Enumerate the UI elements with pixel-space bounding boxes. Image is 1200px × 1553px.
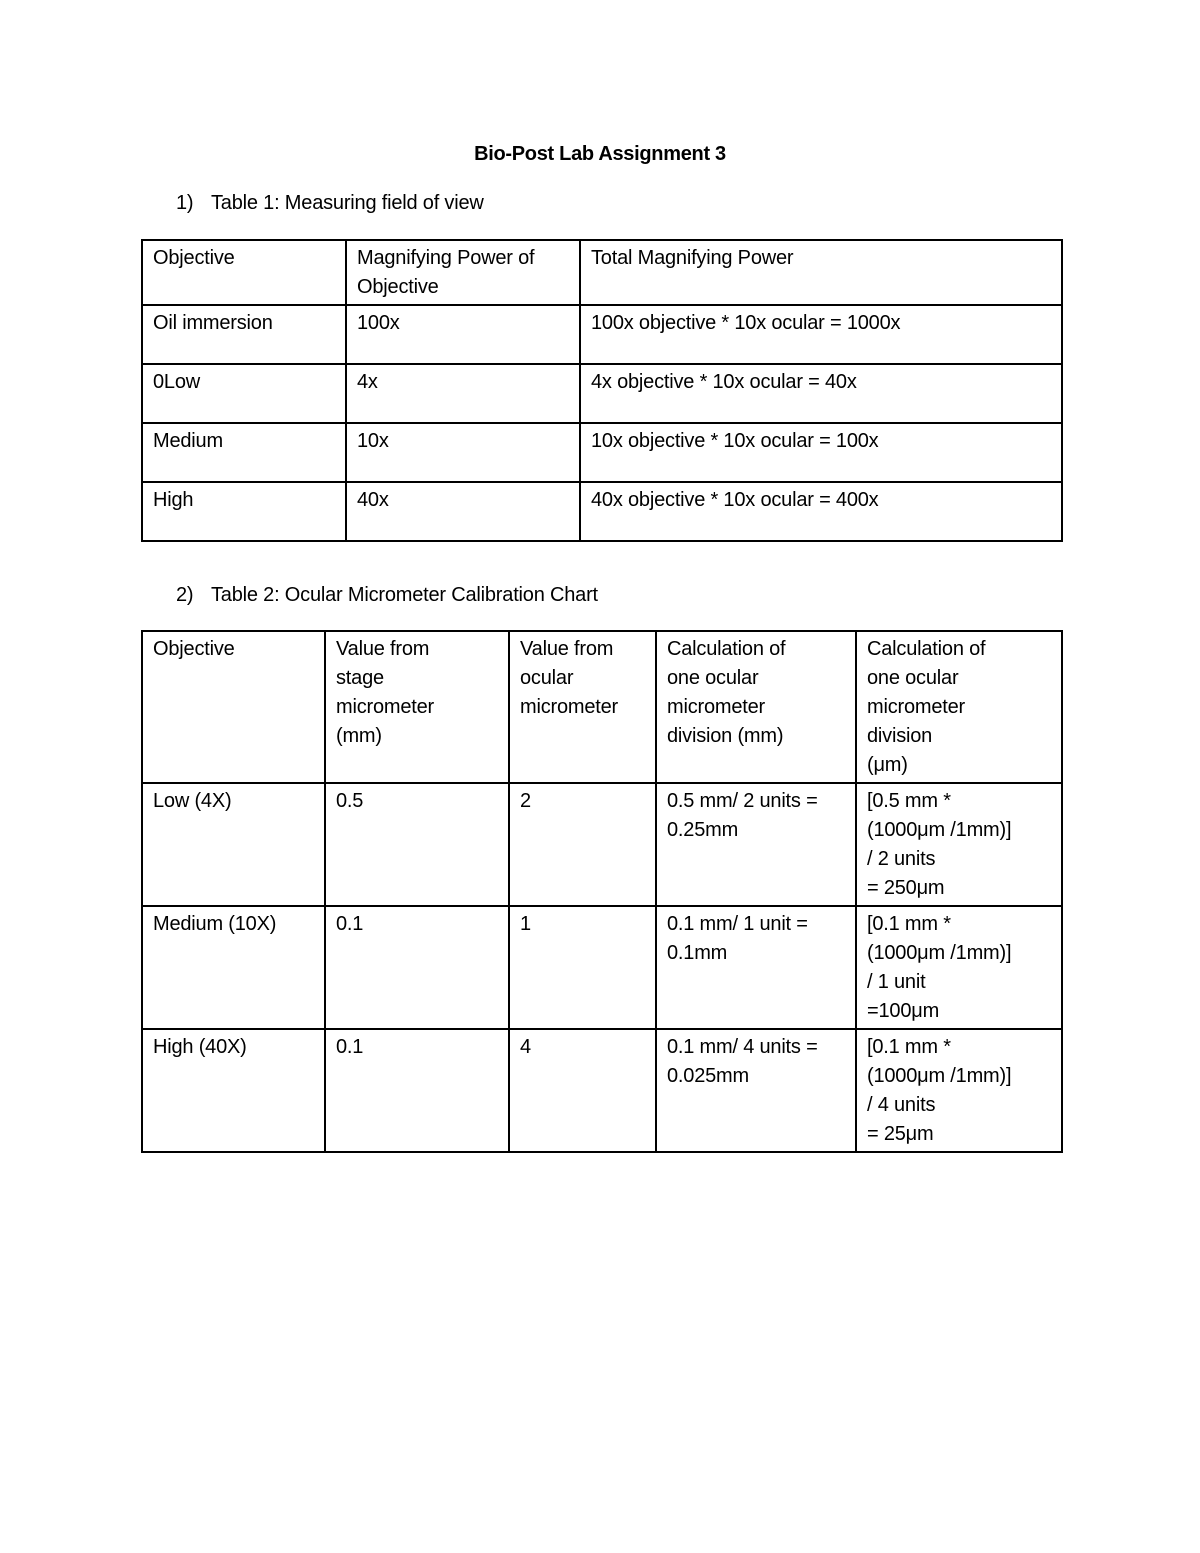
table-row bbox=[142, 783, 1062, 906]
table-cell: 100x objective * 10x ocular = 1000x bbox=[580, 305, 1062, 364]
table1-number: 1) bbox=[176, 192, 194, 214]
table-cell: [0.5 mm * (1000μm /1mm)] / 2 units = 250μm bbox=[856, 783, 1062, 906]
table-cell: 0.1 mm/ 4 units = 0.025mm bbox=[656, 1029, 856, 1152]
table-cell: Medium bbox=[142, 423, 346, 482]
table-row bbox=[142, 906, 1062, 1029]
table-cell: 4x objective * 10x ocular = 40x bbox=[580, 364, 1062, 423]
table-cell: Medium (10X) bbox=[142, 906, 325, 1029]
table2-number: 2) bbox=[176, 584, 194, 606]
table-cell: 4 bbox=[509, 1029, 656, 1152]
micrometer-calibration-table bbox=[141, 630, 1063, 1153]
header-cell: Value from ocular micrometer bbox=[509, 631, 656, 783]
table-cell: 1 bbox=[509, 906, 656, 1029]
header-cell: Total Magnifying Power bbox=[580, 240, 1062, 305]
header-cell: Objective bbox=[142, 240, 346, 305]
table-cell: 2 bbox=[509, 783, 656, 906]
header-cell: Value from stage micrometer (mm) bbox=[325, 631, 509, 783]
table-cell: 0.5 bbox=[325, 783, 509, 906]
table-cell: 0.1 mm/ 1 unit = 0.1mm bbox=[656, 906, 856, 1029]
table-cell: 10x objective * 10x ocular = 100x bbox=[580, 423, 1062, 482]
table-row bbox=[142, 482, 1062, 541]
table-cell: 40x objective * 10x ocular = 400x bbox=[580, 482, 1062, 541]
table-header-row bbox=[142, 240, 1062, 305]
table1-heading-text: Table 1: Measuring field of view bbox=[211, 192, 484, 214]
table-cell: High (40X) bbox=[142, 1029, 325, 1152]
table-cell: 40x bbox=[346, 482, 580, 541]
header-cell: Magnifying Power of Objective bbox=[346, 240, 580, 305]
table1-heading bbox=[176, 192, 484, 215]
table-cell: 0Low bbox=[142, 364, 346, 423]
table-cell: [0.1 mm * (1000μm /1mm)] / 4 units = 25μm bbox=[856, 1029, 1062, 1152]
table-row bbox=[142, 423, 1062, 482]
table-cell: Oil immersion bbox=[142, 305, 346, 364]
header-cell: Calculation of one ocular micrometer division (mm) bbox=[656, 631, 856, 783]
table-cell: [0.1 mm * (1000μm /1mm)] / 1 unit =100μm bbox=[856, 906, 1062, 1029]
table-cell: 0.5 mm/ 2 units = 0.25mm bbox=[656, 783, 856, 906]
table-row bbox=[142, 305, 1062, 364]
table2-heading-text: Table 2: Ocular Micrometer Calibration Chart bbox=[211, 584, 598, 606]
table-row bbox=[142, 364, 1062, 423]
field-of-view-table bbox=[141, 239, 1063, 542]
header-cell: Objective bbox=[142, 631, 325, 783]
table-cell: 4x bbox=[346, 364, 580, 423]
table-header-row bbox=[142, 631, 1062, 783]
table-cell: 0.1 bbox=[325, 1029, 509, 1152]
table2-heading bbox=[176, 584, 598, 607]
table-cell: High bbox=[142, 482, 346, 541]
document-title: Bio-Post Lab Assignment 3 bbox=[474, 143, 726, 165]
table-cell: Low (4X) bbox=[142, 783, 325, 906]
table-cell: 100x bbox=[346, 305, 580, 364]
table-row bbox=[142, 1029, 1062, 1152]
table-cell: 10x bbox=[346, 423, 580, 482]
table-cell: 0.1 bbox=[325, 906, 509, 1029]
header-cell: Calculation of one ocular micrometer division (μm) bbox=[856, 631, 1062, 783]
